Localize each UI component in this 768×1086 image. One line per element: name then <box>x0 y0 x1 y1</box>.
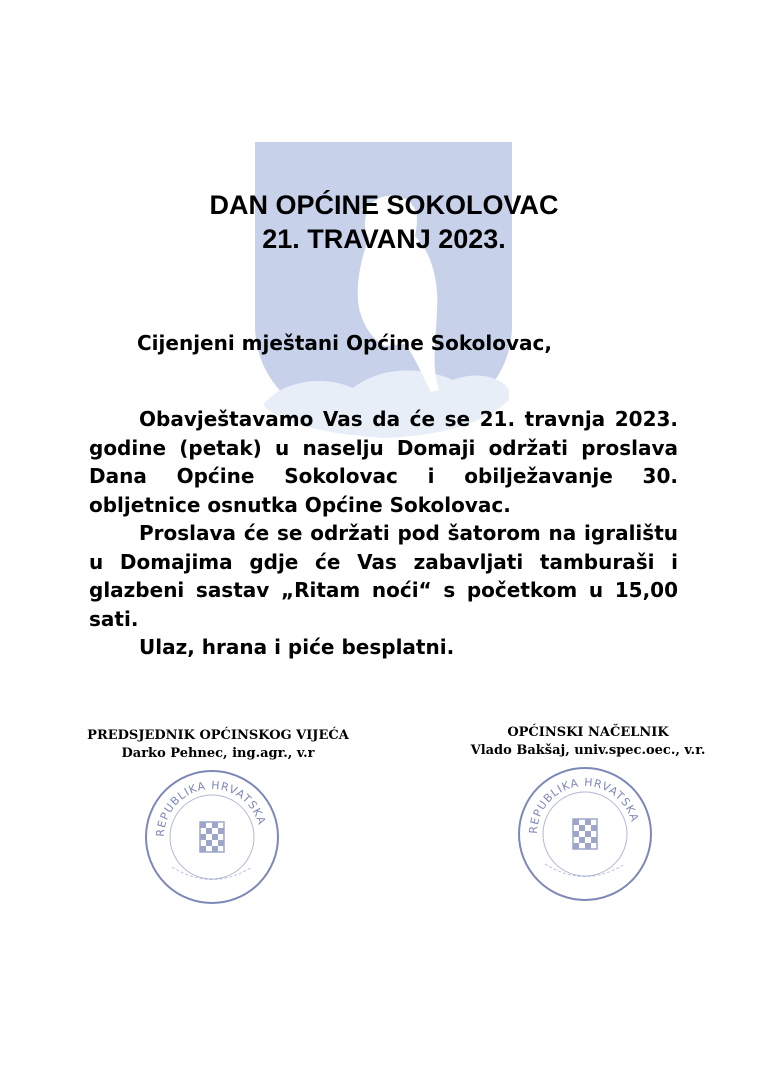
signature-block-mayor <box>432 724 744 760</box>
signature-name: Darko Pehnec, ing.agr., v.r <box>121 746 315 761</box>
signature-role: PREDSJEDNIK OPĆINSKOG VIJEĆA <box>87 728 349 743</box>
stamp-top-text: REPUBLIKA HRVATSKA <box>153 778 269 838</box>
announcement-body <box>89 405 678 662</box>
croatian-checkerboard-icon <box>573 819 597 849</box>
coat-of-arms-watermark <box>253 140 514 440</box>
official-stamp-left <box>142 767 282 907</box>
paragraph-free-entry: Ulaz, hrana i piće besplatni. <box>139 635 455 659</box>
paragraph-details: Proslava će se održati pod šatorom na igralištu u Domajima gdje će Vas zabavljati tamburaši i glazbeni sastav „Ritam noći“ s početkom u 15,00 sati. <box>89 521 678 631</box>
document-date-title: 21. TRAVANJ 2023. <box>262 224 506 254</box>
croatian-checkerboard-icon <box>200 822 224 852</box>
stamp-top-text: REPUBLIKA HRVATSKA <box>526 775 642 835</box>
signature-block-council-president <box>62 727 374 763</box>
document-title: DAN OPĆINE SOKOLOVAC <box>209 190 559 220</box>
signature-name: Vlado Bakšaj, univ.spec.oec., v.r. <box>470 743 706 758</box>
greeting: Cijenjeni mještani Općine Sokolovac, <box>137 331 552 355</box>
signature-role: OPĆINSKI NAČELNIK <box>507 725 669 740</box>
official-stamp-right <box>515 764 655 904</box>
paragraph-announcement: Obavještavamo Vas da će se 21. travnja 2023. godine (petak) u naselju Domaji održati proslava Dana Općine Sokolovac i obilježavanje 30. obljetnice osnutka Općine Sokolovac. <box>89 407 678 517</box>
